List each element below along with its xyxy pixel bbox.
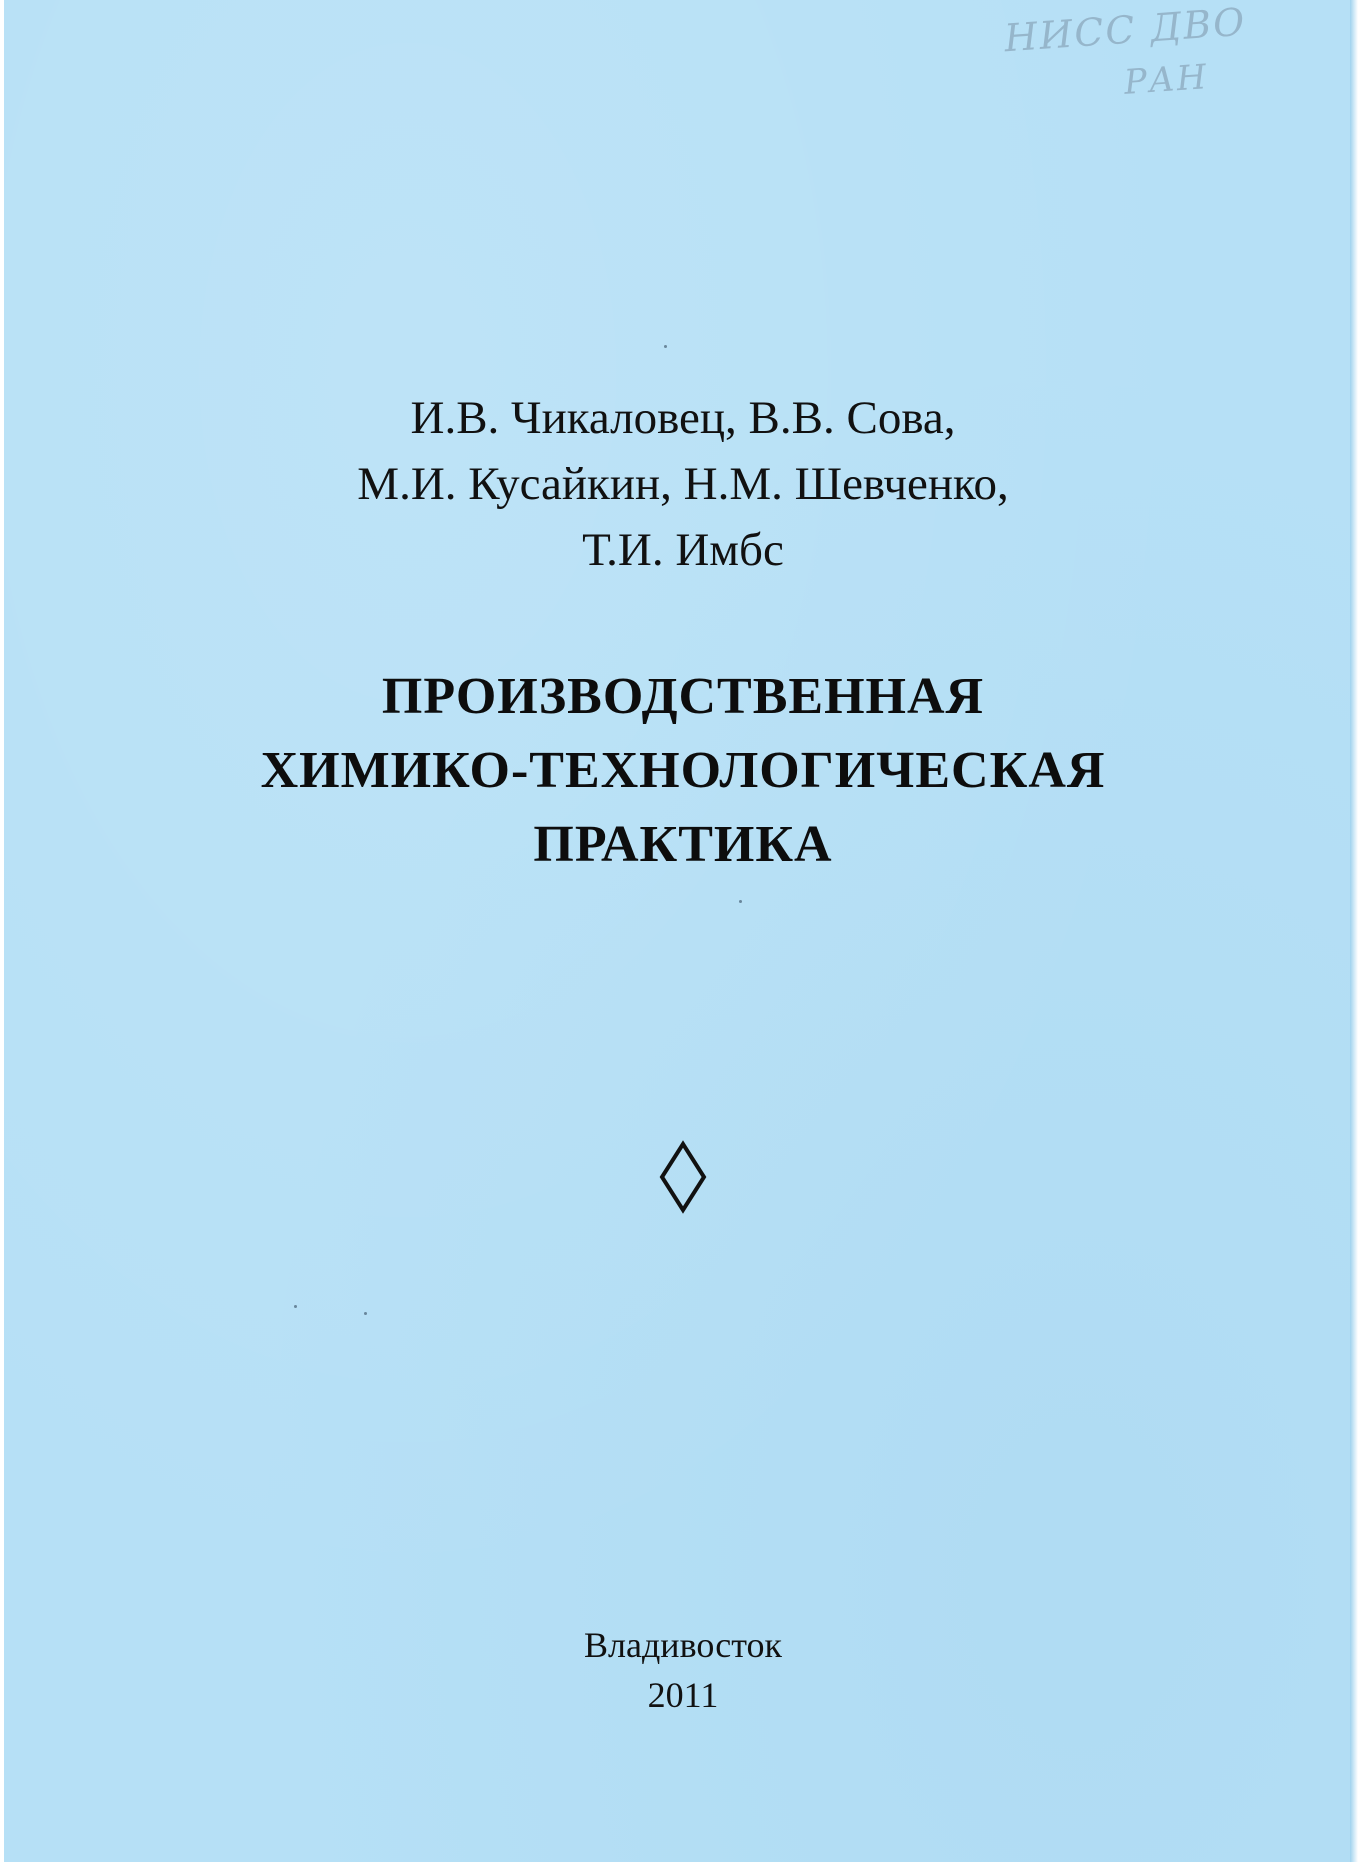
page-edge [1350, 0, 1358, 1862]
paper-speck [664, 345, 667, 348]
authors-block [4, 385, 1358, 583]
imprint-city: Владивосток [584, 1625, 782, 1665]
authors-line-1: И.В. Чикаловец, В.В. Сова, [410, 392, 956, 444]
title-line-1: ПРОИЗВОДСТВЕННАЯ [381, 668, 985, 725]
diamond-outline-icon [658, 1140, 708, 1214]
paper-speck [739, 900, 742, 903]
authors-line-2: М.И. Кусайкин, Н.М. Шевченко, [357, 458, 1009, 510]
paper-speck [294, 1305, 297, 1308]
handwritten-note-line-2: РАН [1122, 57, 1210, 103]
title-line-3: ПРАКТИКА [533, 816, 833, 873]
handwritten-note-line-1: НИСС ДВО [1002, 0, 1248, 61]
title-line-2: ХИМИКО-ТЕХНОЛОГИЧЕСКАЯ [260, 742, 1106, 799]
book-cover [4, 0, 1350, 1862]
authors-line-3: Т.И. Имбс [582, 524, 784, 576]
paper-speck [364, 1312, 367, 1315]
imprint-year: 2011 [647, 1675, 719, 1715]
imprint-block [4, 1620, 1358, 1720]
book-title [4, 660, 1358, 882]
